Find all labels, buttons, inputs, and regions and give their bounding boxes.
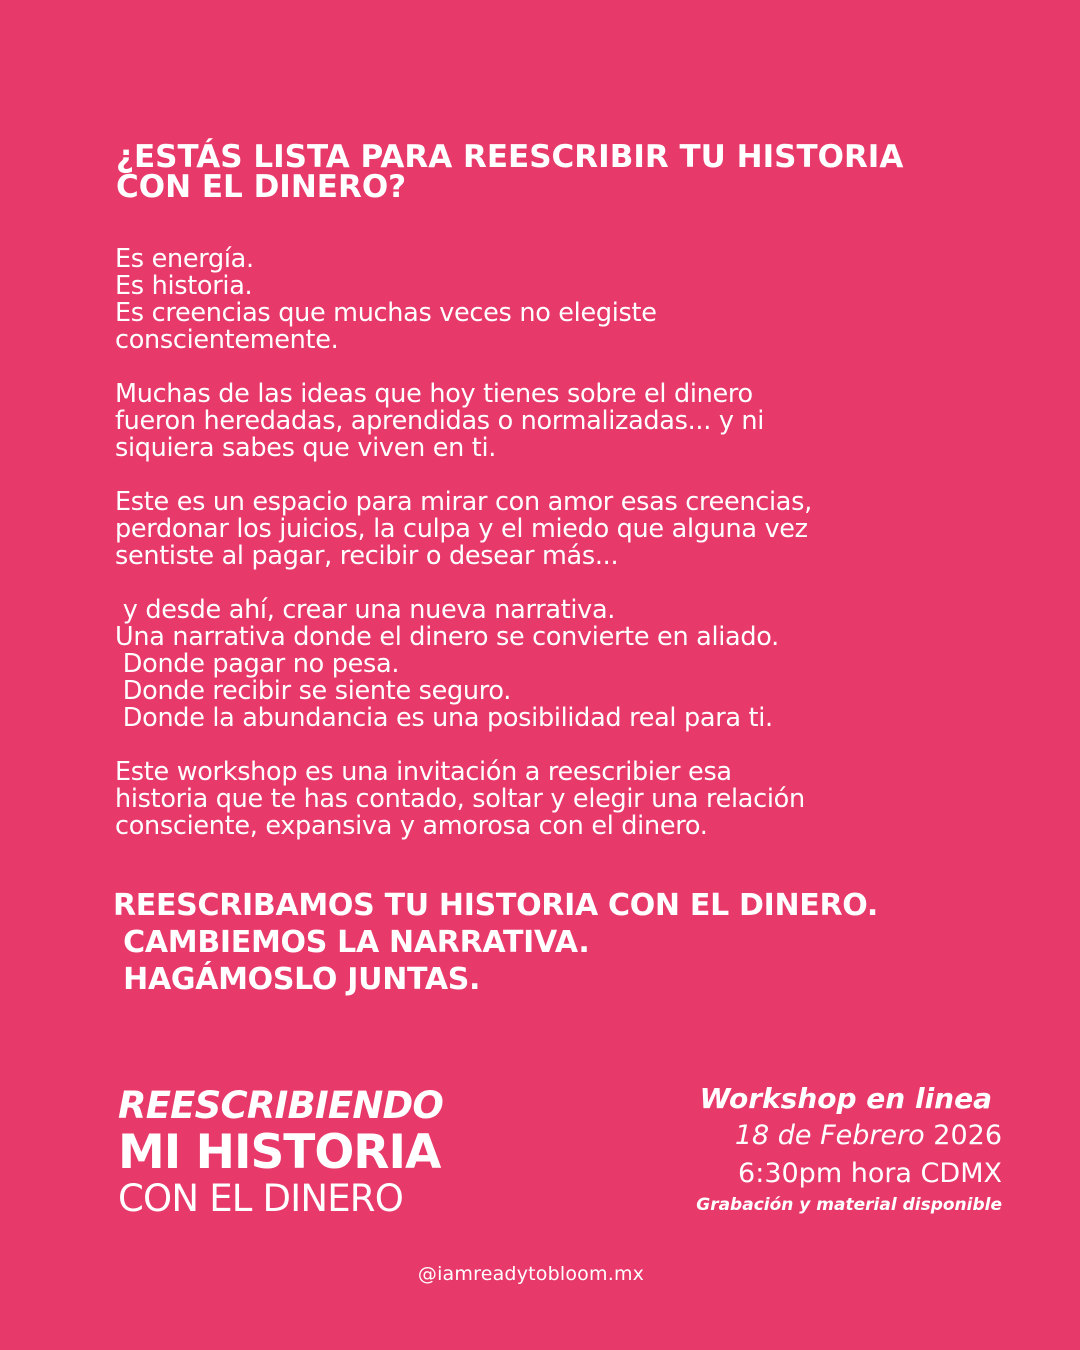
paragraph — [115, 759, 1015, 840]
event-note: Grabación y material disponible — [696, 1195, 1002, 1215]
paragraph-line: Una narrativa donde el dinero se convierte en aliado. — [115, 622, 779, 652]
paragraph-line: Es energía. — [115, 244, 254, 274]
paragraph — [115, 597, 1015, 732]
paragraph-line: Donde pagar no pesa. — [115, 649, 400, 679]
cta-line: REESCRIBAMOS TU HISTORIA CON EL DINERO. — [113, 888, 878, 923]
paragraph — [115, 246, 1015, 354]
paragraph-line: Es historia. — [115, 271, 253, 301]
paragraph-line: perdonar los juicios, la culpa y el miedo que alguna vez — [115, 514, 808, 544]
body-text — [115, 246, 1015, 867]
cta-line: HAGÁMOSLO JUNTAS. — [113, 962, 481, 997]
headline — [116, 139, 996, 205]
workshop-title-line2: MI HISTORIA — [118, 1125, 441, 1180]
paragraph-line: Muchas de las ideas que hoy tienes sobre el dinero — [115, 379, 753, 409]
paragraph-line: historia que te has contado, soltar y elegir una relación — [115, 784, 805, 814]
paragraph-line: Donde la abundancia es una posibilidad real para ti. — [115, 703, 773, 733]
event-type: Workshop en linea — [699, 1082, 992, 1115]
paragraph-line: fueron heredadas, aprendidas o normalizadas... y ni — [115, 406, 765, 436]
event-date-day: 18 de Febrero — [734, 1120, 925, 1151]
headline-line: CON EL DINERO? — [116, 169, 407, 205]
paragraph-line: conscientemente. — [115, 325, 339, 355]
paragraph-line: siquiera sabes que viven en ti. — [115, 433, 497, 463]
event-date — [542, 1117, 1002, 1155]
paragraph-line: sentiste al pagar, recibir o desear más... — [115, 541, 619, 571]
paragraph-line: Este workshop es una invitación a reescribier esa — [115, 757, 732, 787]
call-to-action — [113, 887, 1013, 998]
social-handle: @iamreadytobloom.mx — [417, 1263, 645, 1285]
event-time: 6:30pm hora CDMX — [738, 1158, 1002, 1189]
event-date-year: 2026 — [924, 1120, 1002, 1151]
paragraph-line: y desde ahí, crear una nueva narrativa. — [115, 595, 616, 625]
event-details — [542, 1081, 1002, 1217]
paragraph-line: Este es un espacio para mirar con amor esas creencias, — [115, 487, 812, 517]
paragraph-line: Donde recibir se siente seguro. — [115, 676, 512, 706]
paragraph-line: Es creencias que muchas veces no elegiste — [115, 298, 657, 328]
workshop-title-line1: REESCRIBIENDO — [118, 1084, 444, 1127]
paragraph-line: consciente, expansiva y amorosa con el dinero. — [115, 811, 708, 841]
paragraph — [115, 381, 1015, 462]
headline-line: ¿ESTÁS LISTA PARA REESCRIBIR TU HISTORIA — [116, 139, 904, 175]
workshop-title-line3: CON EL DINERO — [118, 1177, 404, 1220]
cta-line: CAMBIEMOS LA NARRATIVA. — [113, 925, 590, 960]
paragraph — [115, 489, 1015, 570]
workshop-title — [118, 1084, 538, 1220]
